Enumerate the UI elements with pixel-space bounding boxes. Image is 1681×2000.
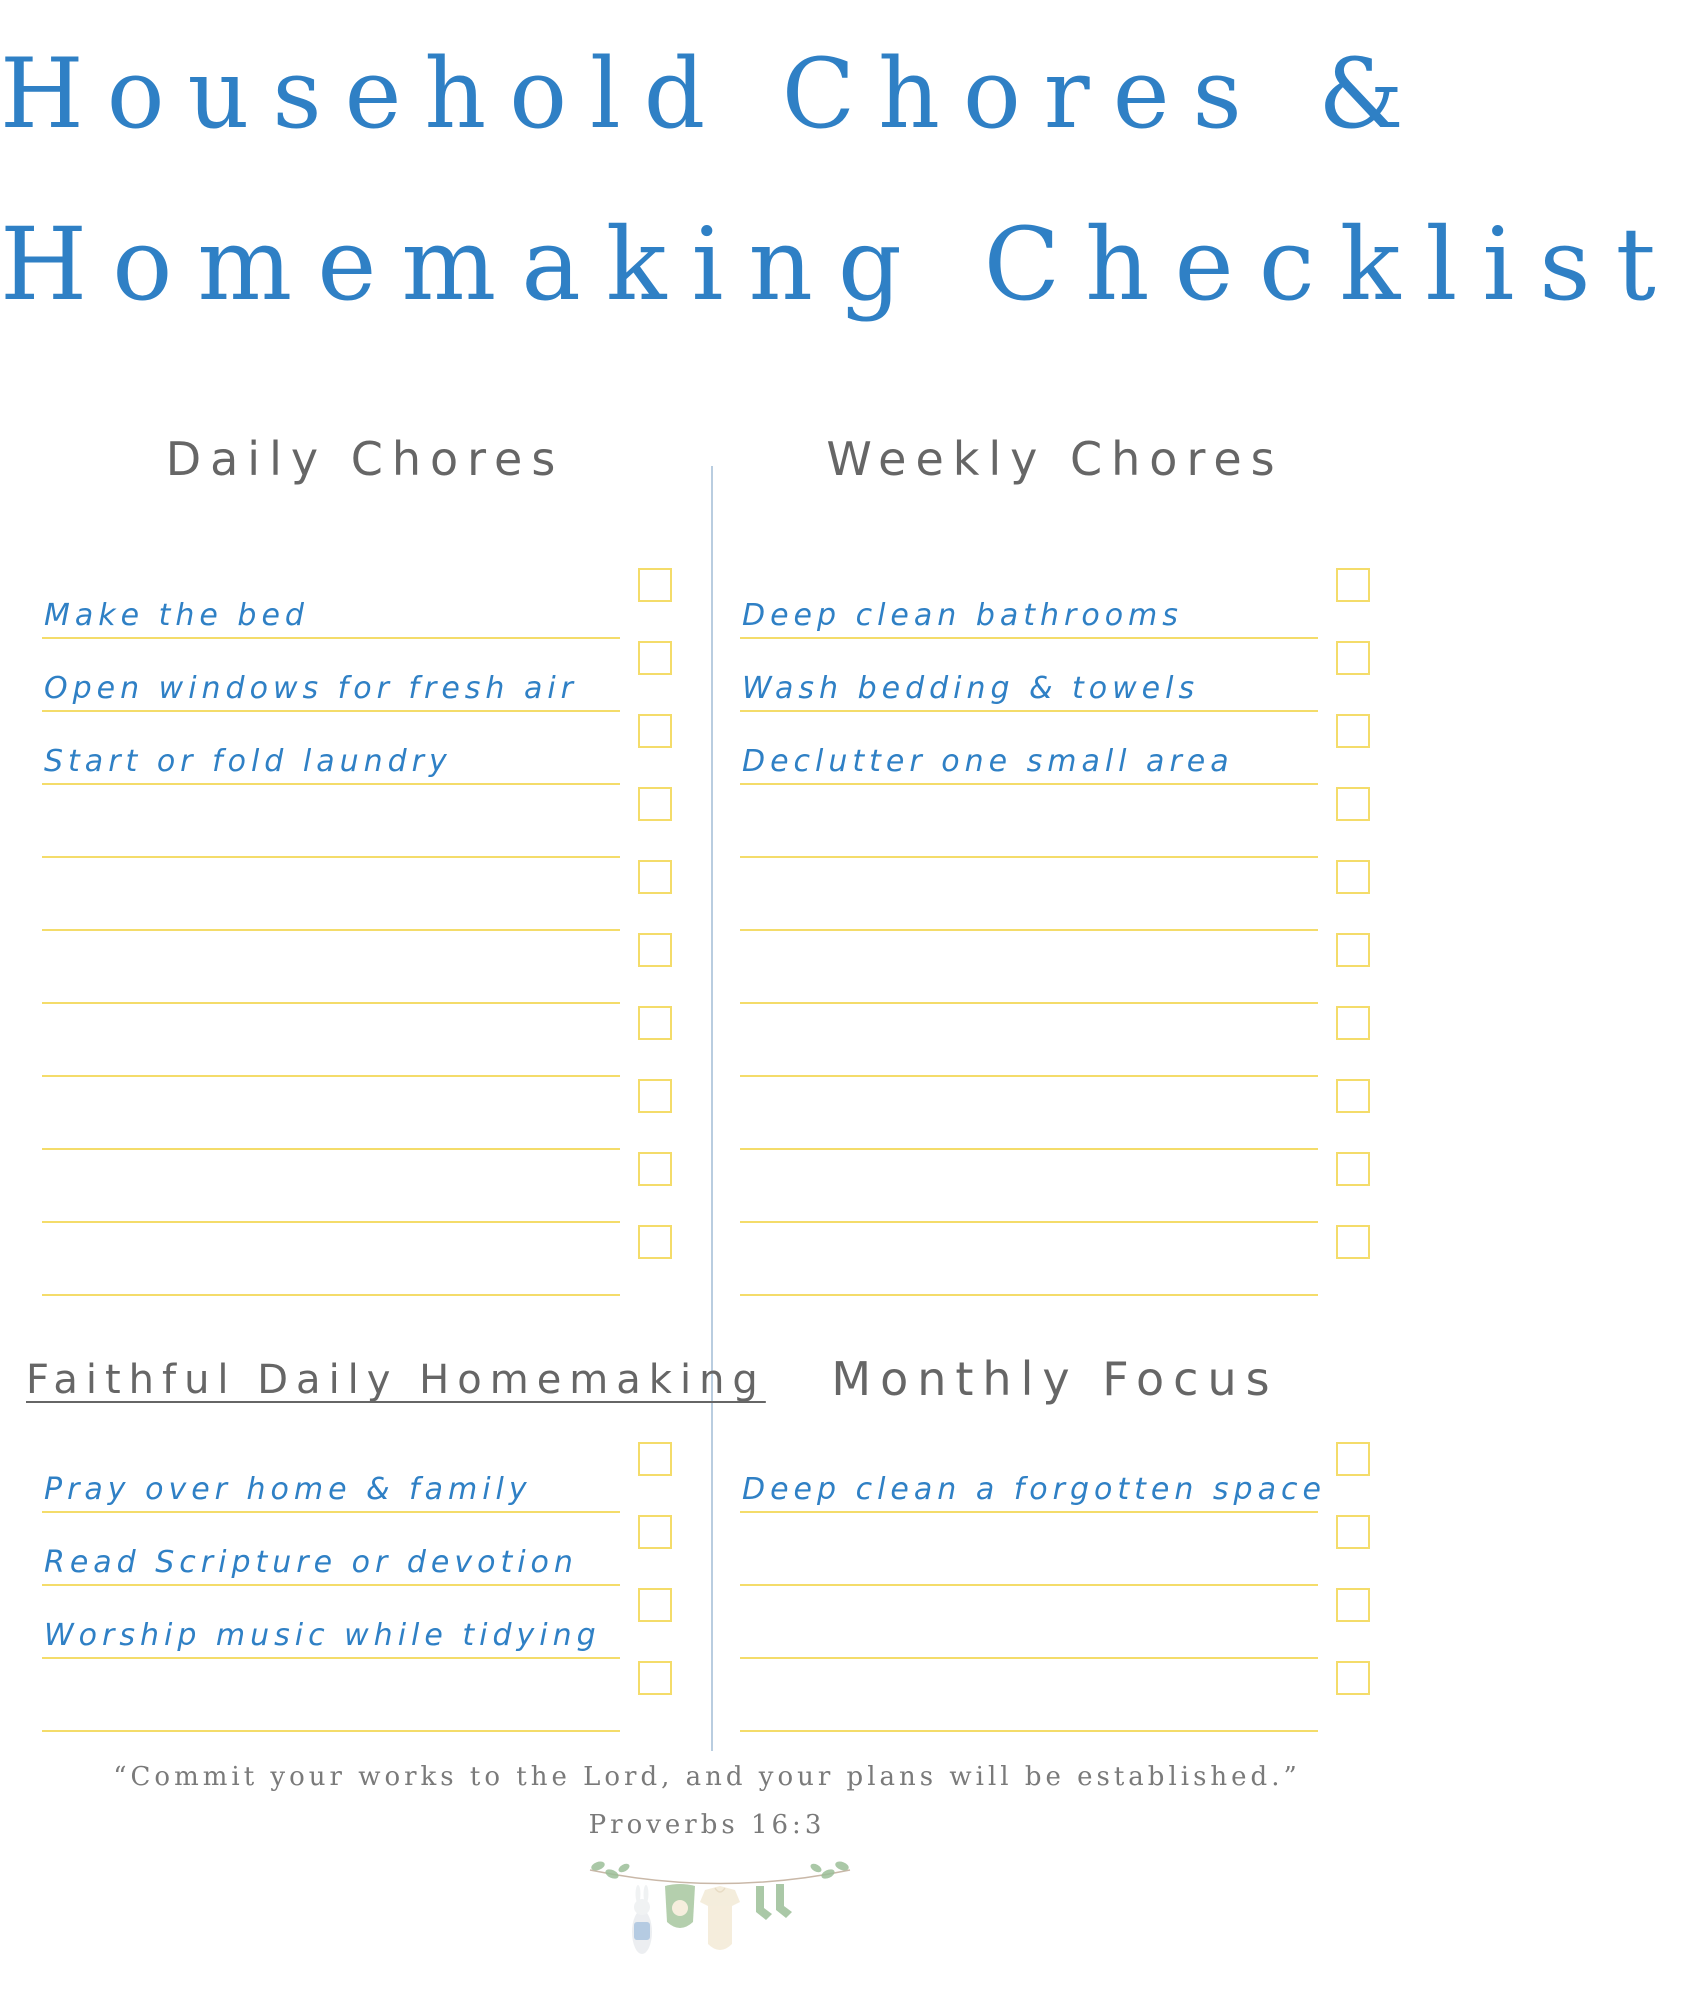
checkbox[interactable] [1336, 1006, 1370, 1040]
checklist-item-text: Make the bed [44, 598, 309, 633]
checkbox[interactable] [1336, 1225, 1370, 1259]
checklist-row [740, 566, 1370, 639]
scripture-quote: “Commit your works to the Lord, and your plans will be established.” [113, 1762, 1301, 1792]
page-title-line-1: Household Chores & [0, 38, 1427, 150]
checklist-row [42, 785, 672, 858]
socks [756, 1884, 792, 1920]
checklist-row [740, 1150, 1370, 1223]
checkbox[interactable] [1336, 1152, 1370, 1186]
checklist-item-text: Deep clean a forgotten space [742, 1472, 1326, 1507]
checklist-item-text: Deep clean bathrooms [742, 598, 1183, 633]
checkbox[interactable] [638, 1588, 672, 1622]
checklist-row [740, 1440, 1370, 1513]
checklist-row [42, 858, 672, 931]
checkbox[interactable] [1336, 1515, 1370, 1549]
weekly-chores-list [740, 566, 1370, 1286]
checkbox[interactable] [1336, 1079, 1370, 1113]
monthly-focus-heading: Monthly Focus [831, 1352, 1279, 1406]
checkbox[interactable] [1336, 1588, 1370, 1622]
checkbox[interactable] [638, 1152, 672, 1186]
checklist-row [740, 639, 1370, 712]
bunny-toy [632, 1885, 652, 1954]
checklist-row [740, 858, 1370, 931]
checklist-item-text: Pray over home & family [44, 1472, 532, 1507]
writing-line [42, 1294, 620, 1296]
checkbox[interactable] [638, 1515, 672, 1549]
checklist-row [42, 1077, 672, 1150]
checklist-row [42, 712, 672, 785]
daily-chores-heading: Daily Chores [165, 432, 565, 486]
checklist-row [42, 1150, 672, 1223]
checklist-row [42, 566, 672, 639]
checkbox[interactable] [1336, 568, 1370, 602]
checklist-item-text: Worship music while tidying [44, 1618, 601, 1653]
checkbox[interactable] [638, 933, 672, 967]
checklist-row [42, 639, 672, 712]
checklist-item-text: Read Scripture or devotion [44, 1545, 578, 1580]
weekly-chores-heading: Weekly Chores [826, 432, 1284, 486]
checklist-row [740, 785, 1370, 858]
column-divider [711, 466, 713, 1751]
checklist-item-text: Open windows for fresh air [44, 671, 579, 706]
faithful-daily-homemaking-heading: Faithful Daily Homemaking [26, 1357, 766, 1403]
checkbox[interactable] [1336, 933, 1370, 967]
checklist-row [740, 931, 1370, 1004]
checkbox[interactable] [1336, 787, 1370, 821]
faithful-homemaking-list [42, 1440, 672, 1732]
checkbox[interactable] [638, 1661, 672, 1695]
romper [700, 1886, 740, 1950]
checklist-row [740, 1223, 1370, 1296]
checklist-row [740, 712, 1370, 785]
checklist-row [740, 1513, 1370, 1586]
baby-clothesline-illustration [580, 1852, 860, 1992]
checkbox[interactable] [1336, 714, 1370, 748]
page-title-line-2: Homemaking Checklist [0, 206, 1681, 323]
daily-chores-list [42, 566, 672, 1286]
checklist-item-text: Start or fold laundry [44, 744, 452, 779]
checklist-row [740, 1077, 1370, 1150]
writing-line [740, 1730, 1318, 1732]
checkbox[interactable] [638, 568, 672, 602]
checkbox[interactable] [638, 860, 672, 894]
writing-line [42, 1730, 620, 1732]
checklist-item-text: Declutter one small area [742, 744, 1234, 779]
monthly-focus-list [740, 1440, 1370, 1732]
checklist-row [740, 1659, 1370, 1732]
checkbox[interactable] [638, 1006, 672, 1040]
checklist-row [42, 931, 672, 1004]
checklist-row [42, 1440, 672, 1513]
checklist-row [42, 1513, 672, 1586]
checkbox[interactable] [1336, 1661, 1370, 1695]
checklist-row [740, 1586, 1370, 1659]
checklist-row [42, 1223, 672, 1296]
checkbox[interactable] [638, 1442, 672, 1476]
checklist-row [740, 1004, 1370, 1077]
checklist-row [42, 1659, 672, 1732]
checkbox[interactable] [638, 1079, 672, 1113]
checkbox[interactable] [638, 641, 672, 675]
bib [665, 1884, 695, 1928]
checkbox[interactable] [638, 714, 672, 748]
scripture-reference: Proverbs 16:3 [588, 1810, 826, 1840]
checkbox[interactable] [638, 1225, 672, 1259]
writing-line [740, 1294, 1318, 1296]
checkbox[interactable] [1336, 1442, 1370, 1476]
checklist-row [42, 1004, 672, 1077]
checkbox[interactable] [1336, 860, 1370, 894]
checkbox[interactable] [638, 787, 672, 821]
checklist-row [42, 1586, 672, 1659]
checklist-item-text: Wash bedding & towels [742, 671, 1200, 706]
checkbox[interactable] [1336, 641, 1370, 675]
